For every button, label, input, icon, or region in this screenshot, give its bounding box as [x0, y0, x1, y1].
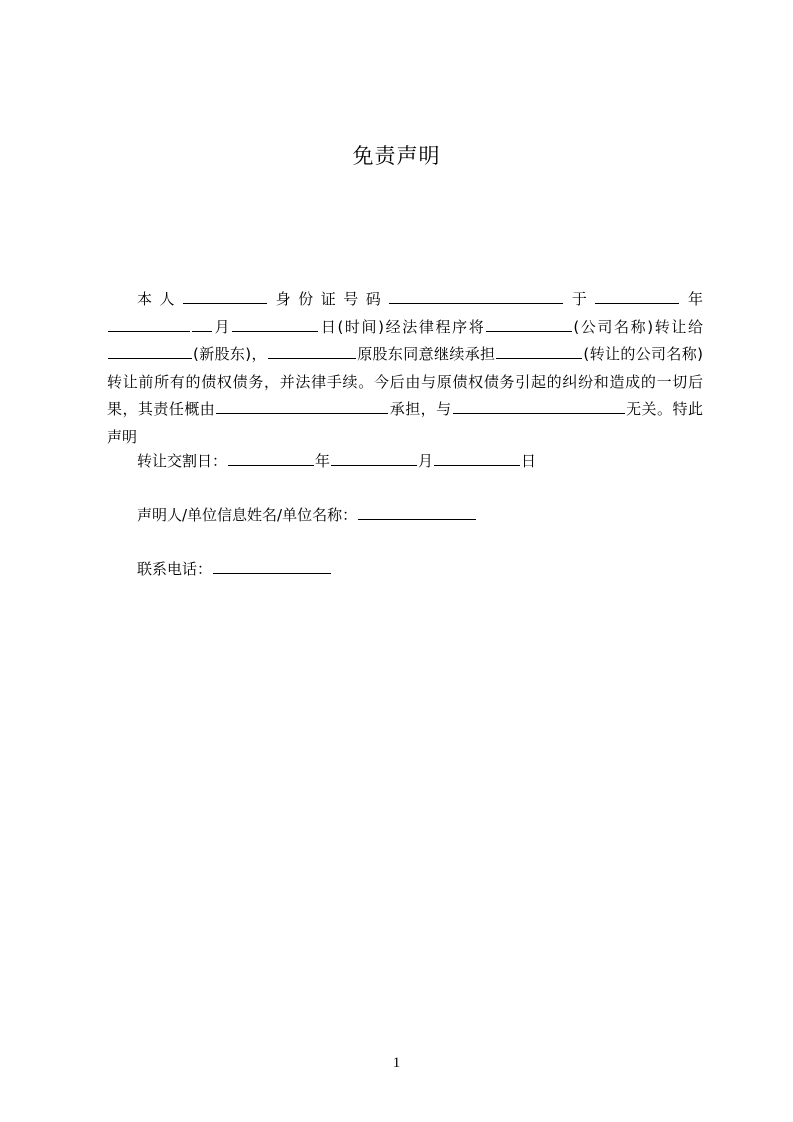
- document-title: 免责声明: [352, 144, 441, 168]
- para-text-9: 原股东同意继续承担: [356, 345, 496, 363]
- para-text-2: 身份证号码: [268, 290, 389, 308]
- company-name-blank[interactable]: [486, 316, 572, 332]
- para-text-3: 于: [564, 290, 595, 308]
- declarant-blank[interactable]: [358, 504, 476, 520]
- transfer-year-blank[interactable]: [228, 450, 314, 466]
- declarant-label: 声明人/单位信息姓名/单位名称：: [137, 506, 358, 524]
- date-month-blank-b[interactable]: [192, 316, 212, 332]
- transfer-month-label: 月: [418, 452, 434, 470]
- unrelated-party-blank[interactable]: [453, 398, 625, 414]
- para-text-11: 承担，与: [389, 400, 452, 418]
- para-text-4: 年: [680, 290, 703, 308]
- declarant-line: [137, 504, 477, 526]
- name-blank[interactable]: [183, 288, 267, 304]
- phone-line: [137, 558, 332, 580]
- para-text-1: 本人: [137, 290, 183, 308]
- statement-paragraph: [107, 286, 703, 451]
- original-shareholder-blank[interactable]: [268, 343, 356, 359]
- transfer-date-line: [137, 450, 536, 472]
- transfer-day-blank[interactable]: [434, 450, 520, 466]
- new-shareholder-blank[interactable]: [108, 343, 192, 359]
- para-text-7: (公司名称)转让给: [573, 317, 703, 336]
- transferred-company-blank[interactable]: [496, 343, 582, 359]
- date-day-blank[interactable]: [232, 316, 318, 332]
- transfer-month-blank[interactable]: [331, 450, 417, 466]
- date-year-blank[interactable]: [595, 288, 679, 304]
- phone-label: 联系电话：: [137, 560, 213, 578]
- para-text-10: (转让的公司名称)转让前所有的债权债务，并法律手续。今后由与原债权债务引起的纠纷和造成的一切后果，其责任概由: [107, 345, 703, 418]
- para-text-12: 无关。特此声明: [107, 400, 703, 446]
- para-text-6: 日(时间)经法律程序将: [319, 317, 486, 336]
- liable-party-blank[interactable]: [216, 398, 388, 414]
- page-number: 1: [392, 1055, 401, 1071]
- para-text-8: (新股东)，: [193, 345, 267, 363]
- transfer-day-label: 日: [521, 452, 537, 470]
- phone-blank[interactable]: [213, 558, 331, 574]
- transfer-date-label: 转让交割日：: [137, 452, 228, 470]
- para-text-5: 月: [213, 317, 232, 336]
- date-month-blank-a[interactable]: [108, 316, 190, 332]
- id-number-blank[interactable]: [389, 288, 563, 304]
- transfer-year-label: 年: [315, 452, 331, 470]
